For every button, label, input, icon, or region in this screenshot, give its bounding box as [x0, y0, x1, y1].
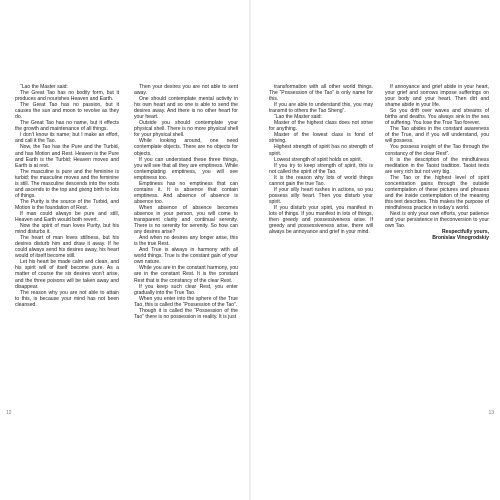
paragraph: The Great Tao has no name, but it effects the growth and maintenance of all things.: [15, 120, 119, 133]
paragraph: If you are able to understand this, you may transmit to others the Tao Sheng”.: [269, 102, 373, 115]
paragraph: “Lao the Master said:: [274, 114, 322, 121]
paragraph: “Lao the Master said:: [20, 84, 68, 90]
paragraph: Though it is called the “Possession of the Tao” there is no possession in reality. It is just: [134, 307, 238, 320]
paragraph: If man could always be pure and still, Heaven and Earth would both revert.: [15, 210, 119, 224]
text-column-3: [269, 84, 373, 235]
paragraph: And when no desires any longer arise, this is the true Rest.: [134, 235, 238, 248]
paragraph: When you enter into the sphere of the True Tao, this is called the “Possession of the Tao”.: [134, 295, 238, 308]
paragraph: If you try to keep strength of spirit, this is not called the spirit of the Tao.: [269, 162, 373, 175]
paragraph: The reason why you are not able to attain to this, is because your mind has not been cleansed.: [15, 289, 119, 308]
paragraph: If you can understand these three things, you will see that all they are emptiness. While contemplating emptiness, you will see emptiness too.: [134, 156, 238, 181]
paragraph: The Tao or the highest level of spirit concentration gains through the outside contemplation of these pictures and phrases and the inside contemplation of the meaning this text describes. This makes the purpose of mindfulness practice in today’s world.: [385, 174, 489, 211]
paragraph: Highest strength of spirit has no strength of spirit.: [269, 144, 373, 157]
text-column-1: [15, 84, 119, 308]
text-column-2: [134, 84, 238, 320]
paragraph: The heart of man loves stillness, but his desires disturb him and draw it away. If he could always send his desires away, his heart would of itself become still.: [15, 235, 119, 260]
paragraph: If your silly heart rushes in actions, so you possess silly heart. Then you disturb your spirit.: [269, 186, 373, 205]
paragraph: transformation with all other world things. The “Possession of the Tao” is only name for this.: [269, 84, 373, 103]
paragraph: Let his heart be made calm and clean, and his spirit will of itself become pure. As a matter of course the six desires won’t arise, and the three poisons will be taken away and disappear.: [15, 259, 119, 290]
paragraph: The Great Tao has no passion, but it causes the sun and moon to revolve as they do.: [15, 102, 119, 121]
page-number-right: 13: [488, 410, 494, 416]
paragraph: One should contemplate mental activity in his own heart and so one is able to send the desires away. And there is no other heart for your heart.: [134, 96, 238, 121]
text-column-4: [385, 84, 489, 241]
paragraph: Master of the highest class does not strive for anything.: [269, 120, 373, 133]
paragraph: And True is always in harmony with all world things. True is the constant gain of your own nature.: [134, 247, 238, 266]
paragraph: So you drift over waves and streams of births and deaths. You always sink in the sea of suffering. You lose the True Tao forever.: [385, 108, 489, 127]
right-page: [250, 0, 500, 500]
paragraph: Now, the Tao has the Pure and the Turbid, and has Motion and Rest. Heaven is the Pure and Earth is the Turbid; Heaven moves and Earth is at rest.: [15, 144, 119, 169]
paragraph: You possess insight of the Tao through the constancy of the clear Rest”.: [385, 144, 489, 157]
page-number-left: 12: [6, 410, 12, 416]
signature-closing: Respectfully yours,: [442, 229, 489, 236]
paragraph: Then your desires you are not able to sent away.: [134, 84, 238, 97]
paragraph: Now the spirit of man loves Purity, but his mind disturbs it.: [15, 223, 119, 236]
paragraph: If you keep such clear Rest, you enter gradually into the True Tao.: [134, 283, 238, 296]
paragraph: When absence of absence becomes absence in your person, you will come to transparent clarity and continual serenity. There is no serenity for serenity. So how can any desires arise?: [134, 204, 238, 236]
paragraph: The Purity is the source of the Turbid, and Motion is the foundation of Rest.: [15, 198, 119, 211]
paragraph: While you are in the constant harmony, you are in the constant Rest. It is the constant Rest that is the constancy of the clear Rest.: [134, 265, 238, 284]
paragraph: Emptiness has no emptiness that can contains it. It is absence that contain emptiness. And absence of absence is absence too.: [134, 180, 238, 205]
paragraph: If you disturb your spirit, you manifest in lots of things. If you manifest in lots of things, then greedy and possessiveness arise. If greedy and possessiveness arise, there will always be annoyance and grief in your mind.: [269, 204, 373, 236]
paragraph: I don’t know its name; but I make an effort, and call it the Tao.: [15, 132, 119, 145]
paragraph: The masculine is pure and the feminine is turbid; the masculine moves and the feminine is still. The masculine descends into the roots and ascends to the top and giving birth to lots of things.: [15, 168, 119, 199]
paragraph: If annoyance and grief abide in your heart, your grief and sorrows impose sufferings on your body and your heart. Then dirt and shame abide in your life.: [385, 84, 489, 109]
signature-author: Bronislav Vinogrodskiy: [432, 235, 489, 242]
paragraph: It is the description of the mindfulness meditation in the Taoist tradition. Taoist texts are very rich but not very big.: [385, 156, 489, 175]
paragraph: The Great Tao has no bodily form, but it produces and nourishes Heaven and Earth.: [15, 90, 119, 103]
paragraph: While looking around, one need contemplate objects. There are no objects for objects.: [134, 138, 238, 157]
paragraph: The Tao abides in the constant awareness of the True, and if you will understand, you will possess.: [385, 126, 489, 145]
paragraph: Lowest strength of spirit holds on spirit.: [274, 156, 363, 163]
paragraph: Outside you should contemplate your physical shell. There is no more physical shell for your physical shell.: [134, 120, 238, 139]
paragraph: Next is only your own efforts, your patience and your persistence in theconversion to your own Tao.: [385, 210, 489, 230]
signature: [385, 229, 489, 241]
paragraph: It is the reason why lots of world things cannot gain the true Tao.: [269, 174, 373, 187]
paragraph: Master of the lowest class is fond of striving.: [269, 132, 373, 145]
